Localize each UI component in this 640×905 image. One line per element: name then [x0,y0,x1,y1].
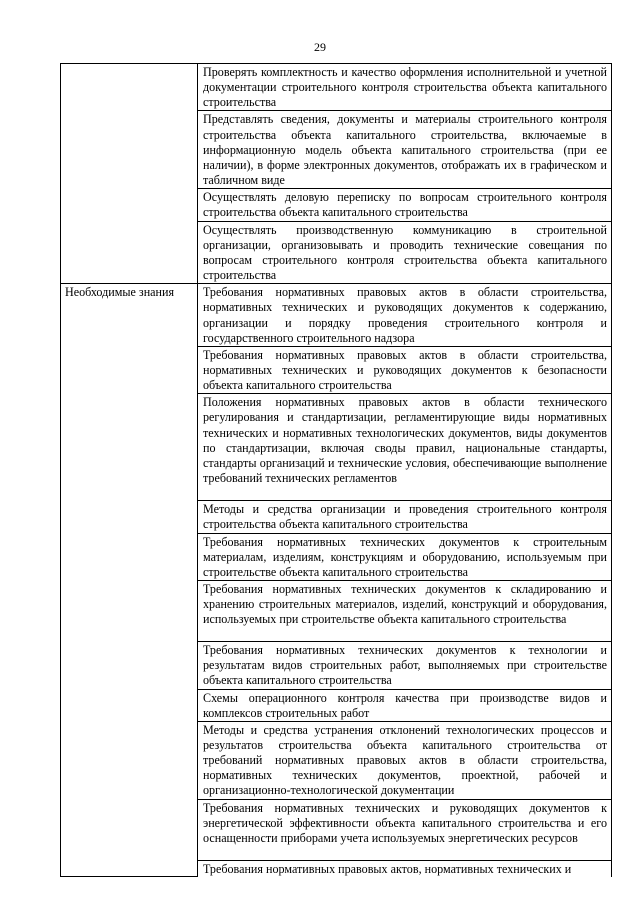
competency-table [60,63,612,877]
knowledge-cell: Методы и средства устранения отклонений технологических процессов и результатов строительства объекта капитального строительства от требований нормативных правовых актов в области строительства, нормативных технических документов, проектной, рабочей и организационно-технологической документации [198,721,612,799]
knowledge-cell: Методы и средства организации и проведения строительного контроля строительства объекта капитального строительства [198,501,612,533]
skill-cell: Осуществлять деловую переписку по вопросам строительного контроля строительства объекта капитального строительства [198,189,612,221]
knowledge-cell: Требования нормативных технических документов к строительным материалам, изделиям, конструкциям и оборудованию, используемым при строительстве объекта капитального строительства [198,533,612,580]
table-row [61,64,612,111]
knowledge-cell: Требования нормативных технических документов к технологии и результатам видов строительных работ, выполняемых при строительстве объекта капитального строительства [198,642,612,689]
knowledge-cell: Требования нормативных технических документов к складированию и хранению строительных материалов, изделий, конструкций и оборудования, используемых при строительстве объекта капитального строительства [198,581,612,642]
knowledge-cell: Требования нормативных правовых актов, нормативных технических и [198,860,612,877]
skill-cell: Осуществлять производственную коммуникацию в строительной организации, организовывать и проводить технические совещания по вопросам строительного контроля строительства объекта капитального строительства [198,221,612,284]
knowledge-cell: Требования нормативных технических и руководящих документов к энергетической эффективности объекта капитального строительства и его оснащенности приборами учета используемых энергетических ресурсов [198,799,612,860]
knowledge-cell: Требования нормативных правовых актов в области строительства, нормативных технических и руководящих документов к безопасности объекта капитального строительства [198,346,612,393]
table-row [61,284,612,347]
skill-cell: Представлять сведения, документы и материалы строительного контроля строительства объекта капитального строительства, включаемые в информационную модель объекта капитального строительства (при ее наличии), в форме электронных документов, отображать их в графическом и табличном виде [198,111,612,189]
knowledge-cell: Требования нормативных правовых актов в области строительства, нормативных технических и руководящих документов к содержанию, организации и порядку проведения строительного контроля и государственного строительного надзора [198,284,612,347]
knowledge-cell: Положения нормативных правовых актов в области технического регулирования и стандартизации, регламентирующие виды нормативных технических и нормативных технологических документов, виды документов по стандартизации, включая своды правил, национальные стандарты, стандарты организаций и технические условия, обеспечивающие выполнение требований технических регламентов [198,394,612,501]
knowledge-cell: Схемы операционного контроля качества при производстве видов и комплексов строительных работ [198,689,612,721]
page-number: 29 [314,40,326,54]
skill-cell: Проверять комплектность и качество оформления исполнительной и учетной документации строительного контроля строительства объекта капитального строительства [198,64,612,111]
knowledge-label-cell: Необходимые знания [61,284,198,877]
skills-label-cell [61,64,198,284]
